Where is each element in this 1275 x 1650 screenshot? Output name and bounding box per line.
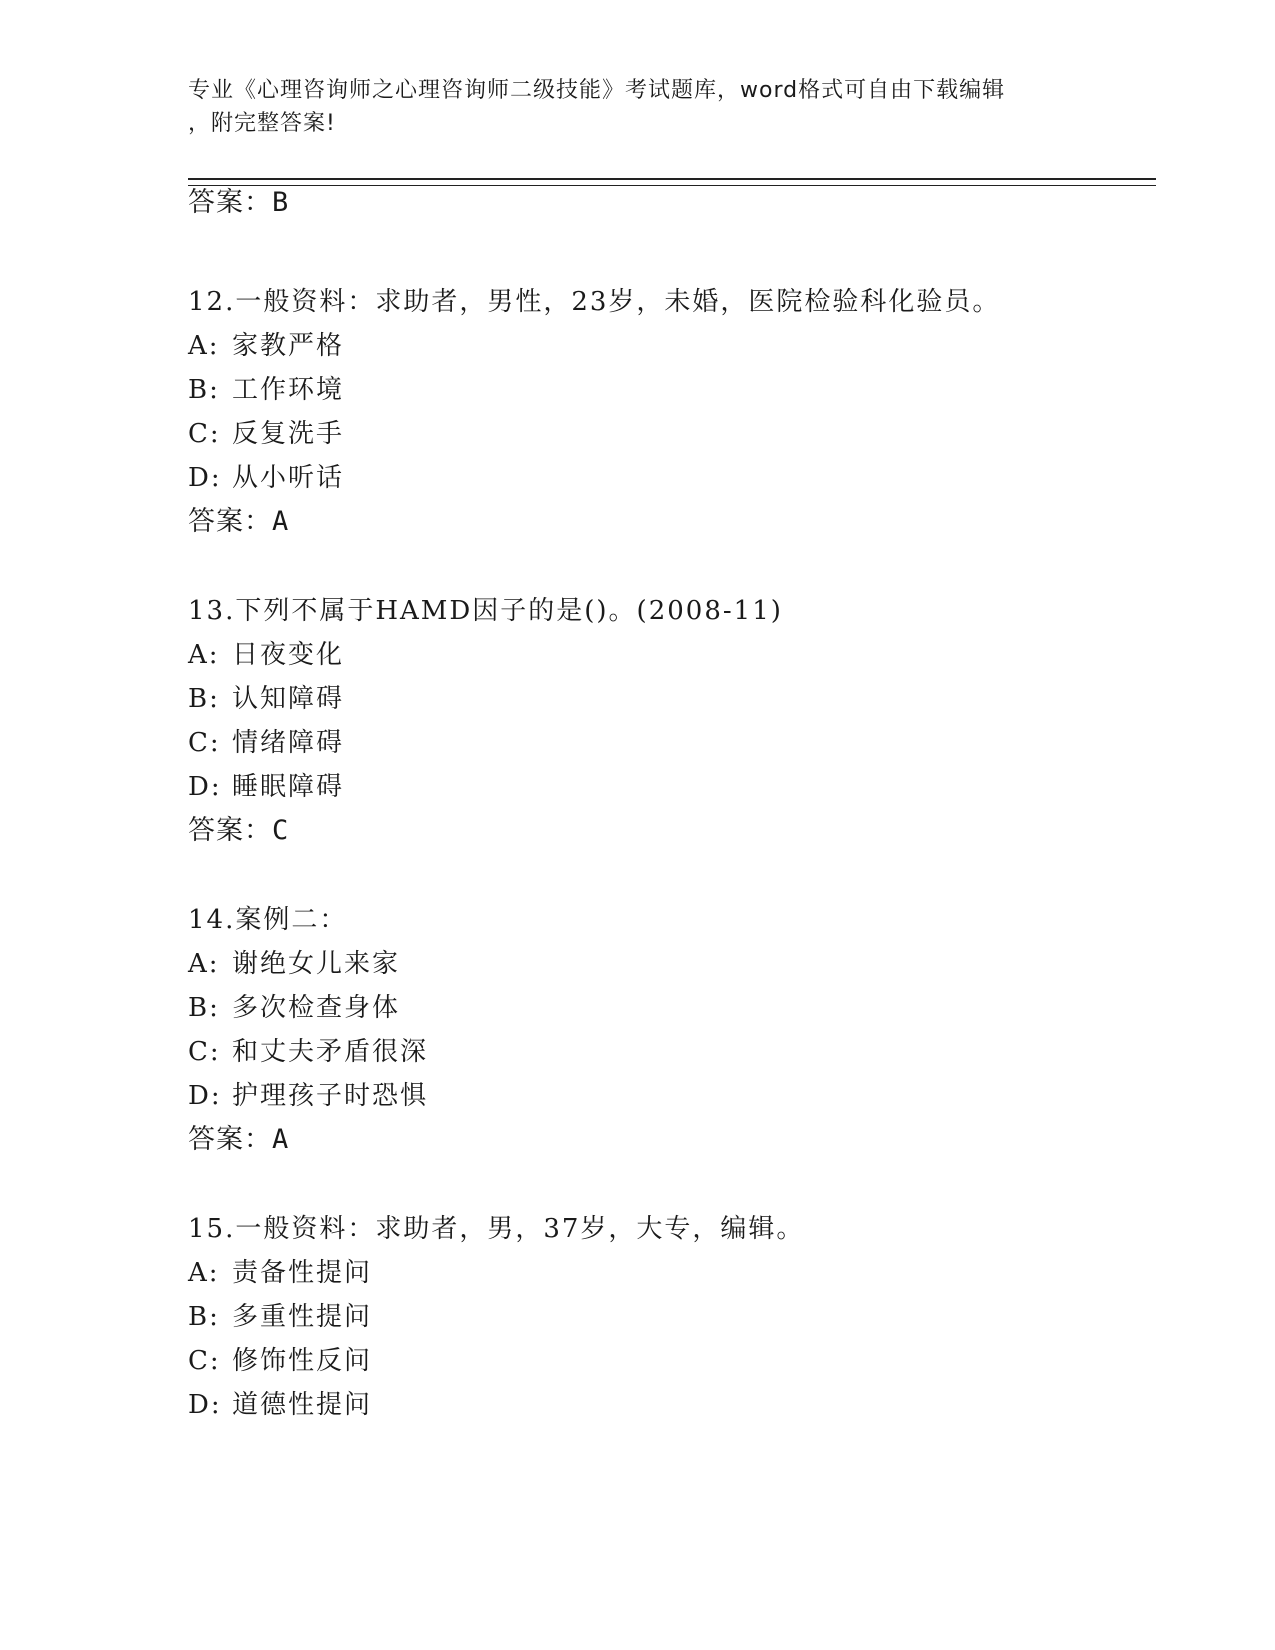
answer-value: A	[272, 506, 290, 537]
option-text: 从小听话	[232, 463, 345, 493]
option-letter: A:	[188, 640, 220, 670]
option-b	[188, 1302, 372, 1332]
document-header	[188, 74, 1088, 140]
option-d	[188, 772, 344, 802]
option-text: 护理孩子时恐惧	[232, 1081, 429, 1111]
option-text: 情绪障碍	[232, 728, 345, 758]
option-a	[188, 331, 344, 361]
option-letter: B:	[188, 684, 220, 714]
option-letter: C:	[188, 728, 221, 758]
option-text: 日夜变化	[232, 640, 345, 670]
option-text: 道德性提问	[232, 1390, 373, 1420]
answer-line	[188, 507, 289, 537]
answer-label: 答案：	[188, 1124, 272, 1155]
option-text: 反复洗手	[232, 419, 345, 449]
answer-label: 答案：	[188, 506, 272, 537]
answer-line	[188, 1125, 289, 1155]
option-b	[188, 375, 344, 405]
answer-value: B	[272, 187, 290, 218]
option-c	[188, 1037, 428, 1067]
option-c	[188, 728, 344, 758]
option-d	[188, 1390, 372, 1420]
option-letter: D:	[188, 772, 222, 802]
option-text: 责备性提问	[232, 1258, 373, 1288]
option-letter: C:	[188, 1037, 221, 1067]
answer-label: 答案：	[188, 187, 272, 218]
question-stem: 12.一般资料：求助者，男性，23岁，未婚，医院检验科化验员。	[188, 287, 1001, 317]
option-text: 修饰性反问	[232, 1346, 373, 1376]
option-a	[188, 640, 344, 670]
answer-line	[188, 816, 289, 846]
option-letter: A:	[188, 331, 220, 361]
answer-value: A	[272, 1124, 290, 1155]
option-text: 睡眠障碍	[232, 772, 345, 802]
option-letter: B:	[188, 375, 220, 405]
option-b	[188, 993, 400, 1023]
option-letter: C:	[188, 1346, 221, 1376]
option-letter: D:	[188, 463, 222, 493]
option-c	[188, 419, 344, 449]
answer-value: C	[272, 815, 290, 846]
option-text: 认知障碍	[232, 684, 345, 714]
option-d	[188, 463, 344, 493]
header-line-1: 专业《心理咨询师之心理咨询师二级技能》考试题库，word格式可自由下载编辑	[188, 78, 1006, 103]
option-text: 和丈夫矛盾很深	[232, 1037, 429, 1067]
option-text: 工作环境	[232, 375, 345, 405]
question-stem: 15.一般资料：求助者，男，37岁，大专，编辑。	[188, 1214, 805, 1244]
option-a	[188, 949, 400, 979]
option-c	[188, 1346, 372, 1376]
option-text: 谢绝女儿来家	[232, 949, 401, 979]
answer-label: 答案：	[188, 815, 272, 846]
question-stem: 14.案例二：	[188, 905, 348, 935]
option-letter: D:	[188, 1081, 222, 1111]
answer-line	[188, 188, 289, 218]
option-text: 多重性提问	[232, 1302, 373, 1332]
option-text: 多次检查身体	[232, 993, 401, 1023]
option-b	[188, 684, 344, 714]
option-letter: D:	[188, 1390, 222, 1420]
option-letter: C:	[188, 419, 221, 449]
option-d	[188, 1081, 428, 1111]
question-stem: 13.下列不属于HAMD因子的是()。(2008-11)	[188, 596, 783, 626]
option-letter: A:	[188, 1258, 220, 1288]
header-line-2: ，附完整答案!	[188, 111, 336, 136]
option-letter: B:	[188, 993, 220, 1023]
option-letter: A:	[188, 949, 220, 979]
option-text: 家教严格	[232, 331, 345, 361]
option-a	[188, 1258, 372, 1288]
header-divider	[188, 178, 1156, 186]
option-letter: B:	[188, 1302, 220, 1332]
